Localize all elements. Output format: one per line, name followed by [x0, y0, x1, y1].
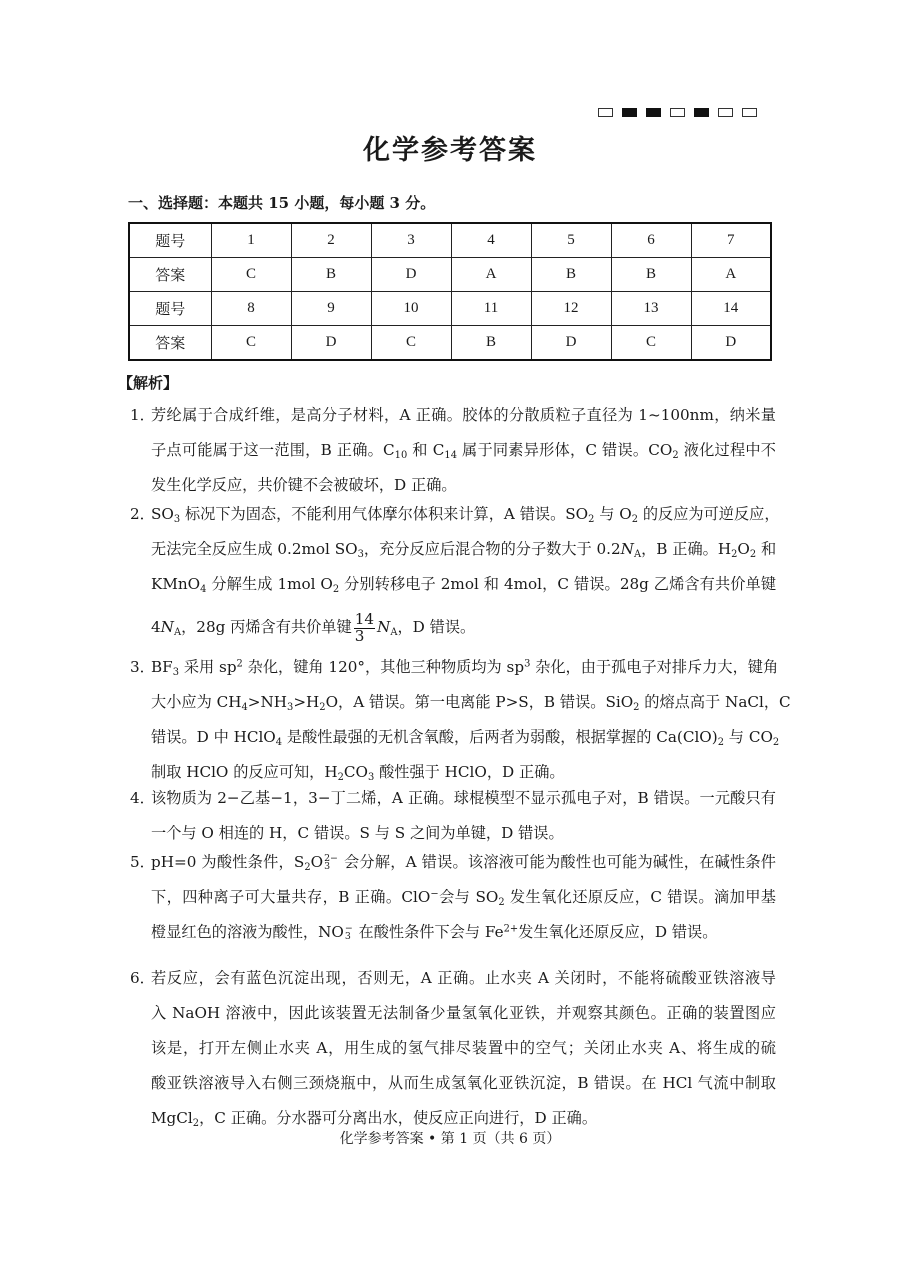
table-cell: B	[611, 258, 691, 292]
row-label: 答案	[129, 326, 211, 361]
table-row	[129, 258, 771, 292]
header-mark-square	[742, 108, 757, 117]
table-cell: 10	[371, 292, 451, 326]
table-cell: 8	[211, 292, 291, 326]
table-cell: D	[531, 326, 611, 361]
item-text-line: 一个与 O 相连的 H，C 错误。S 与 S 之间为单键，D 错误。	[151, 824, 564, 842]
table-cell: B	[531, 258, 611, 292]
page-title: 化学参考答案	[363, 135, 537, 166]
item-text-line: 制取 HClO 的反应可知，$H_2CO_3$ 酸性强于 HClO，D 正确。	[151, 763, 565, 783]
item-text-line: 下，四种离子可大量共存，B 正确。ClO−会与 $SO_2$ 发生氧化还原反应，C 错误。滴加甲基	[151, 888, 776, 908]
table-cell: 12	[531, 292, 611, 326]
row-label: 答案	[129, 258, 211, 292]
table-cell: 4	[451, 223, 531, 258]
header-mark-square	[622, 108, 637, 117]
table-cell: 5	[531, 223, 611, 258]
item-text-line: 酸亚铁溶液导入右侧三颈烧瓶中，从而生成氢氧化亚铁沉淀，B 错误。在 HCl 气流中制取	[151, 1074, 776, 1092]
row-label: 题号	[129, 223, 211, 258]
item-text-line: 无法完全反应生成 0.2mol $SO_3$，充分反应后混合物的分子数大于 $0.2N_A$，B 正确。$H_2O_2$ 和	[151, 540, 777, 560]
item-text-line: 子点可能属于这一范围，B 正确。$C_{10}$ 和 $C_{14}$ 属于同素异形体，C 错误。$CO_2$ 液化过程中不	[151, 441, 776, 461]
analysis-item	[130, 845, 776, 950]
item-text-line: pH=0 为酸性条件，$S_2O$ 2− 3 会分解，A 错误。该溶液可能为酸性也可能为碱性，在碱性条件	[151, 852, 776, 873]
table-cell: C	[211, 326, 291, 361]
item-number: 2．	[130, 505, 155, 523]
table-cell: A	[691, 258, 771, 292]
answer-table	[128, 222, 772, 361]
item-number: 4．	[130, 789, 155, 807]
table-cell: 2	[291, 223, 371, 258]
analysis-item	[130, 497, 780, 652]
analysis-item	[130, 650, 791, 790]
table-cell: 1	[211, 223, 291, 258]
item-text-line: 橙显红色的溶液为酸性，NO − 3 在酸性条件下会与 $Fe^{2+}$发生氧化还原反应，D 错误。	[151, 922, 718, 942]
item-number: 3．	[130, 658, 155, 676]
table-cell: D	[371, 258, 451, 292]
item-text-line: 该是，打开左侧止水夹 A，用生成的氢气排尽装置中的空气；关闭止水夹 A、将生成的硫	[151, 1039, 776, 1057]
header-mark-square	[694, 108, 709, 117]
item-text-line: 芳纶属于合成纤维，是高分子材料，A 正确。胶体的分散质粒子直径为 1~100nm，纳米量	[151, 406, 776, 424]
item-text-line: 该物质为 2−乙基−1，3−丁二烯，A 正确。球棍模型不显示孤电子对，B 错误。一元酸只有	[151, 789, 776, 807]
table-cell: 7	[691, 223, 771, 258]
table-cell: B	[451, 326, 531, 361]
analysis-item	[130, 961, 776, 1136]
table-cell: 13	[611, 292, 691, 326]
item-text-line: $BF_3$ 采用 $sp^2$ 杂化，键角 120°，其他三种物质均为 $sp^3$ 杂化，由于孤电子对排斥力大，键角	[151, 658, 779, 678]
item-text-line: 入 NaOH 溶液中，因此该装置无法制备少量氢氧化亚铁，并观察其颜色。正确的装置图应	[151, 1004, 776, 1022]
table-cell: C	[371, 326, 451, 361]
page-footer: 化学参考答案 • 第 1 页（共 6 页）	[339, 1131, 561, 1147]
table-cell: 14	[691, 292, 771, 326]
item-number: 1．	[130, 406, 155, 424]
section-heading: 一、选择题：本题共 15 小题，每小题 3 分。	[128, 194, 436, 212]
table-cell: A	[451, 258, 531, 292]
header-mark-square	[718, 108, 733, 117]
header-mark-square	[598, 108, 613, 117]
item-text-line: MgCl$_2$，C 正确。分水器可分离出水，使反应正向进行，D 正确。	[151, 1109, 598, 1129]
item-text-line: KMnO$_4$ 分解生成 1mol $O_2$ 分别转移电子 2mol 和 4mol，C 错误。28g 乙烯含有共价单键	[151, 575, 777, 595]
item-number: 6．	[130, 969, 155, 987]
analysis-label: 【解析】	[118, 374, 179, 392]
item-text-line: 错误。D 中 HClO$_4$ 是酸性最强的无机含氧酸，后两者为弱酸，根据掌握的 $Ca(ClO)_2$ 与 $CO_2$	[151, 728, 780, 748]
table-row	[129, 292, 771, 326]
table-cell: C	[611, 326, 691, 361]
table-row	[129, 223, 771, 258]
item-number: 5．	[130, 853, 155, 871]
analysis-item	[130, 398, 776, 503]
table-cell: C	[211, 258, 291, 292]
table-cell: 11	[451, 292, 531, 326]
table-cell: 6	[611, 223, 691, 258]
table-cell: 9	[291, 292, 371, 326]
item-text-line: $4N_A$，28g 丙烯含有共价单键 $\frac{14}{3}$ $N_A$，D 错误。	[151, 609, 476, 645]
item-text-line: $SO_3$ 标况下为固态，不能利用气体摩尔体积来计算，A 错误。$SO_2$ 与 $O_2$ 的反应为可逆反应，	[151, 505, 780, 525]
table-cell: 3	[371, 223, 451, 258]
header-mark-square	[646, 108, 661, 117]
table-cell: B	[291, 258, 371, 292]
header-mark-square	[670, 108, 685, 117]
analysis-item	[130, 781, 776, 851]
table-cell: D	[291, 326, 371, 361]
item-text-line: 发生化学反应，共价键不会被破坏，D 正确。	[151, 476, 457, 494]
table-row	[129, 326, 771, 361]
item-text-line: 若反应，会有蓝色沉淀出现，否则无，A 正确。止水夹 A 关闭时，不能将硫酸亚铁溶液导	[151, 969, 776, 987]
header-marks	[598, 108, 757, 117]
table-cell: D	[691, 326, 771, 361]
row-label: 题号	[129, 292, 211, 326]
item-text-line: 大小应为 $CH_4>NH_3>H_2O$，A 错误。第一电离能 P>S，B 错误。SiO$_2$ 的熔点高于 NaCl，C	[151, 693, 791, 713]
